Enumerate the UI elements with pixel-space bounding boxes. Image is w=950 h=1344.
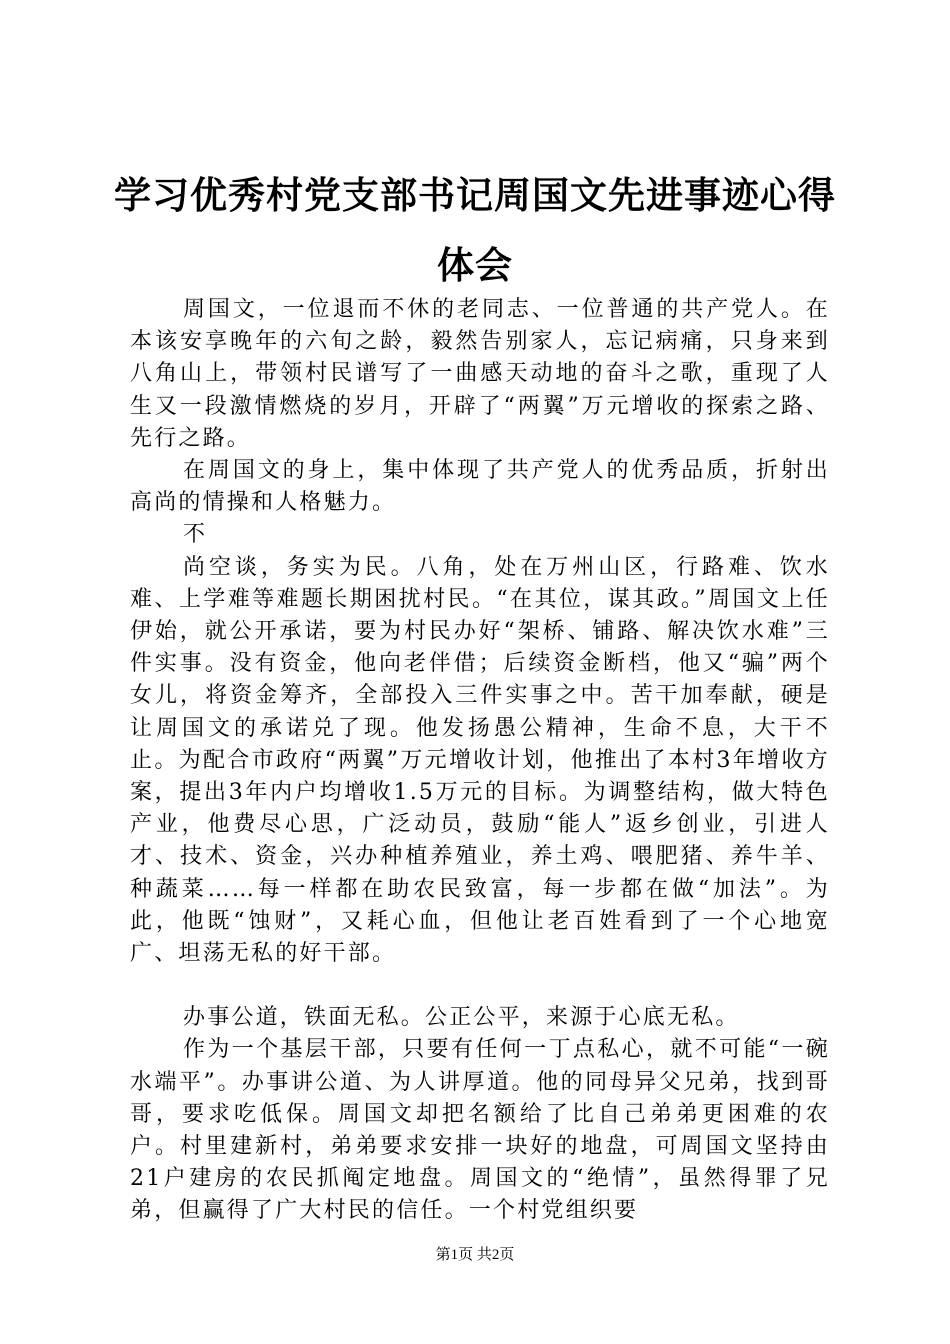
paragraph-fragment: 不 bbox=[183, 522, 208, 548]
paragraph-fairness: 作为一个基层干部，只要有任何一丁点私心，就不可能“一碗水端平”。办事讲公道、为人讲厚道。他的同母异父兄弟，找到哥哥，要求吃低保。周国文却把名额给了比自己弟弟更困难的农户。村里建新村，弟弟要求安排一块好的地盘，可周国文坚持由21户建房的农民抓阄定地盘。周国文的“绝情”，虽然得罪了兄弟，但赢得了广大村民的信任。一个村党组织要 bbox=[130, 1037, 830, 1224]
paragraph-practical: 尚空谈，务实为民。八角，处在万州山区，行路难、饮水难、上学难等难题长期困扰村民。“在其位，谋其政。”周国文上任伊始，就公开承诺，要为村民办好“架桥、铺路、解决饮水难”三件实事。没有资金，他向老伴借；后续资金断档，他又“骗”两个女儿，将资金筹齐，全部投入三件实事之中。苦干加奉献，硬是让周国文的承诺兑了现。他发扬愚公精神，生命不息，大干不止。为配合市政府“两翼”万元增收计划，他推出了本村3年增收方案，提出3年内户均增收1.5万元的目标。为调整结构，做大特色产业，他费尽心思，广泛动员，鼓励“能人”返乡创业，引进人才、技术、资金，兴办种植养殖业，养土鸡、喂肥猪、养牛羊、种蔬菜……每一样都在助农民致富，每一步都在做“加法”。为此，他既“蚀财”，又耗心血，但他让老百姓看到了一个心地宽广、坦荡无私的好干部。 bbox=[130, 554, 830, 967]
page-footer: 第1页 共2页 bbox=[435, 1247, 515, 1263]
paragraph-qualities: 在周国文的身上，集中体现了共产党人的优秀品质，折射出高尚的情操和人格魅力。 bbox=[130, 458, 830, 516]
document-title: 学习优秀村党支部书记周国文先进事迹心得体会 bbox=[114, 173, 836, 287]
paragraph-intro: 周国文，一位退而不休的老同志、一位普通的共产党人。在本该安享晚年的六旬之龄，毅然告别家人，忘记病痛，只身来到八角山上，带领村民谱写了一曲感天动地的奋斗之歌，重现了人生又一段激情燃烧的岁月，开辟了“两翼”万元增收的探索之路、先行之路。 bbox=[130, 297, 830, 451]
document-body bbox=[130, 294, 830, 1228]
paragraph-fairness-heading: 办事公道，铁面无私。公正公平，来源于心底无私。 bbox=[183, 1005, 740, 1031]
